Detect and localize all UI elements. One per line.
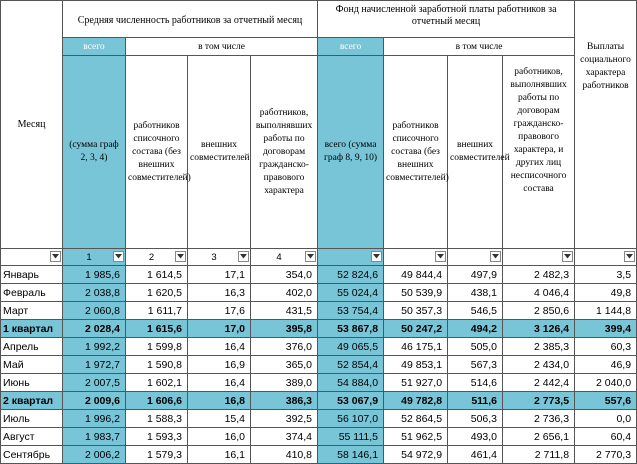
cell-value[interactable]: 17,0	[188, 320, 251, 338]
table-row	[1, 428, 637, 446]
table-row	[1, 284, 637, 302]
filter-cell-1[interactable]	[63, 249, 126, 266]
cell-value[interactable]: 431,5	[251, 302, 318, 320]
cell-value[interactable]: 511,6	[448, 392, 503, 410]
dropdown-arrow-icon[interactable]	[305, 251, 316, 262]
table-row	[1, 338, 637, 356]
quarter-row	[1, 392, 637, 410]
cell-value[interactable]: 1 588,3	[126, 410, 188, 428]
column-number: 1	[86, 251, 92, 263]
cell-value[interactable]: 16,4	[188, 338, 251, 356]
row-label[interactable]: Август	[1, 428, 63, 446]
cell-value[interactable]: 1 620,5	[126, 284, 188, 302]
header-fund-external[interactable]: внешних совместителей	[448, 56, 503, 249]
table-row	[1, 356, 637, 374]
cell-value[interactable]: 52 824,6	[318, 266, 384, 284]
cell-value[interactable]: 354,0	[251, 266, 318, 284]
cell-value[interactable]: 53 067,9	[318, 392, 384, 410]
cell-value[interactable]: 2 060,8	[63, 302, 126, 320]
cell-value[interactable]: 506,3	[448, 410, 503, 428]
dropdown-arrow-icon[interactable]	[490, 251, 501, 262]
cell-value[interactable]: 493,0	[448, 428, 503, 446]
cell-value[interactable]: 2 009,6	[63, 392, 126, 410]
cell-value[interactable]: 50 247,2	[384, 320, 448, 338]
cell-value[interactable]: 2 434,0	[503, 356, 575, 374]
cell-value[interactable]: 2 770,3	[575, 446, 637, 464]
cell-value[interactable]: 461,4	[448, 446, 503, 464]
column-number: 4	[276, 251, 282, 263]
cell-value[interactable]: 2 656,1	[503, 428, 575, 446]
cell-value[interactable]: 17,1	[188, 266, 251, 284]
cell-value[interactable]: 4 046,4	[503, 284, 575, 302]
cell-value[interactable]: 54 972,9	[384, 446, 448, 464]
header-avg-total[interactable]: всего	[63, 38, 126, 56]
cell-value[interactable]: 1 983,7	[63, 428, 126, 446]
filter-cell-2[interactable]	[126, 249, 188, 266]
cell-value[interactable]: 46 175,1	[384, 338, 448, 356]
cell-value[interactable]: 16,9	[188, 356, 251, 374]
cell-value[interactable]: 1 590,8	[126, 356, 188, 374]
header-month[interactable]: Месяц	[1, 1, 63, 249]
cell-value[interactable]: 50 539,9	[384, 284, 448, 302]
filter-row	[1, 249, 637, 266]
table-row	[1, 410, 637, 428]
dropdown-arrow-icon[interactable]	[175, 251, 186, 262]
cell-value[interactable]: 1 611,7	[126, 302, 188, 320]
cell-value[interactable]: 53 867,8	[318, 320, 384, 338]
cell-value[interactable]: 60,4	[575, 428, 637, 446]
dropdown-arrow-icon[interactable]	[435, 251, 446, 262]
cell-value[interactable]: 1 593,3	[126, 428, 188, 446]
cell-value[interactable]: 49 782,8	[384, 392, 448, 410]
cell-value[interactable]: 50 357,3	[384, 302, 448, 320]
header-avg-external[interactable]: внешних совместителей	[188, 56, 251, 249]
cell-value[interactable]: 46,9	[575, 356, 637, 374]
cell-value[interactable]: 16,1	[188, 446, 251, 464]
header-fund-list[interactable]: работников списочного состава (без внешних совместителей)	[384, 56, 448, 249]
cell-value[interactable]: 49 853,1	[384, 356, 448, 374]
cell-value[interactable]: 2 040,0	[575, 374, 637, 392]
cell-value[interactable]: 402,0	[251, 284, 318, 302]
cell-value[interactable]: 17,6	[188, 302, 251, 320]
filter-cell-11[interactable]	[503, 249, 575, 266]
dropdown-arrow-icon[interactable]	[238, 251, 249, 262]
cell-value[interactable]: 60,3	[575, 338, 637, 356]
cell-value[interactable]: 51 927,0	[384, 374, 448, 392]
cell-value[interactable]: 55 111,5	[318, 428, 384, 446]
cell-value[interactable]: 567,3	[448, 356, 503, 374]
filter-cell-9[interactable]	[384, 249, 448, 266]
cell-value[interactable]: 2 006,2	[63, 446, 126, 464]
cell-value[interactable]: 2 482,3	[503, 266, 575, 284]
column-number: 3	[211, 251, 217, 263]
cell-value[interactable]: 1 599,8	[126, 338, 188, 356]
row-label[interactable]: Июнь	[1, 374, 63, 392]
header-fund-including[interactable]: в том числе	[384, 38, 575, 56]
cell-value[interactable]: 386,3	[251, 392, 318, 410]
cell-value[interactable]: 389,0	[251, 374, 318, 392]
cell-value[interactable]: 51 962,5	[384, 428, 448, 446]
cell-value[interactable]: 1 992,2	[63, 338, 126, 356]
header-avg-contract[interactable]: работников, выполнявших работы по договорам гражданско-правового характера	[251, 56, 318, 249]
header-avg-sum[interactable]: (сумма граф 2, 3, 4)	[63, 56, 126, 249]
row-label[interactable]: Январь	[1, 266, 63, 284]
row-label[interactable]: Апрель	[1, 338, 63, 356]
cell-value[interactable]: 410,8	[251, 446, 318, 464]
cell-value[interactable]: 2 038,8	[63, 284, 126, 302]
cell-value[interactable]: 16,8	[188, 392, 251, 410]
cell-value[interactable]: 374,4	[251, 428, 318, 446]
cell-value[interactable]: 2 850,6	[503, 302, 575, 320]
cell-value[interactable]: 16,0	[188, 428, 251, 446]
cell-value[interactable]: 1 985,6	[63, 266, 126, 284]
cell-value[interactable]: 438,1	[448, 284, 503, 302]
header-avg-list[interactable]: работников списочного состава (без внешних совместителей)	[126, 56, 188, 249]
cell-value[interactable]: 49 065,5	[318, 338, 384, 356]
cell-value[interactable]: 395,8	[251, 320, 318, 338]
cell-value[interactable]: 54 884,0	[318, 374, 384, 392]
cell-value[interactable]: 505,0	[448, 338, 503, 356]
cell-value[interactable]: 3 126,4	[503, 320, 575, 338]
cell-value[interactable]: 497,9	[448, 266, 503, 284]
dropdown-arrow-icon[interactable]	[562, 251, 573, 262]
header-group-avg-headcount[interactable]: Средняя численность работников за отчетный месяц	[63, 1, 318, 38]
header-fund-total[interactable]: всего	[318, 38, 384, 56]
row-label[interactable]: Март	[1, 302, 63, 320]
quarter-row	[1, 320, 637, 338]
cell-value[interactable]: 376,0	[251, 338, 318, 356]
cell-value[interactable]: 2 442,4	[503, 374, 575, 392]
dropdown-arrow-icon[interactable]	[371, 251, 382, 262]
table-row	[1, 446, 637, 464]
dropdown-arrow-icon[interactable]	[50, 251, 61, 262]
cell-value[interactable]: 392,5	[251, 410, 318, 428]
table-row	[1, 266, 637, 284]
cell-value[interactable]: 2 736,3	[503, 410, 575, 428]
cell-value[interactable]: 52 864,5	[384, 410, 448, 428]
cell-value[interactable]: 2 028,4	[63, 320, 126, 338]
header-fund-contract[interactable]: работников, выполнявших работы по договорам гражданско-правового характера, и других лиц несписочного состава	[503, 56, 575, 249]
filter-cell-4[interactable]	[251, 249, 318, 266]
cell-value[interactable]: 3,5	[575, 266, 637, 284]
cell-value[interactable]: 2 385,3	[503, 338, 575, 356]
cell-value[interactable]: 1 579,3	[126, 446, 188, 464]
filter-cell-month[interactable]	[1, 249, 63, 266]
row-label[interactable]: Май	[1, 356, 63, 374]
cell-value[interactable]: 15,4	[188, 410, 251, 428]
cell-value[interactable]: 557,6	[575, 392, 637, 410]
row-label[interactable]: 1 квартал	[1, 320, 63, 338]
cell-value[interactable]: 365,0	[251, 356, 318, 374]
row-label[interactable]: Июль	[1, 410, 63, 428]
cell-value[interactable]: 1 606,6	[126, 392, 188, 410]
cell-value[interactable]: 58 146,1	[318, 446, 384, 464]
cell-value[interactable]: 16,3	[188, 284, 251, 302]
table-row	[1, 374, 637, 392]
header-social-payments[interactable]: Выплаты социального характера работников	[575, 1, 637, 249]
cell-value[interactable]: 16,4	[188, 374, 251, 392]
cell-value[interactable]: 1 972,7	[63, 356, 126, 374]
cell-value[interactable]: 49,8	[575, 284, 637, 302]
cell-value[interactable]: 55 024,4	[318, 284, 384, 302]
cell-value[interactable]: 56 107,0	[318, 410, 384, 428]
cell-value[interactable]: 49 844,4	[384, 266, 448, 284]
cell-value[interactable]: 494,2	[448, 320, 503, 338]
data-rows	[1, 266, 637, 464]
cell-value[interactable]: 53 754,4	[318, 302, 384, 320]
cell-value[interactable]: 1 614,5	[126, 266, 188, 284]
cell-value[interactable]: 1 144,8	[575, 302, 637, 320]
cell-value[interactable]: 1 602,1	[126, 374, 188, 392]
cell-value[interactable]: 0,0	[575, 410, 637, 428]
cell-value[interactable]: 1 996,2	[63, 410, 126, 428]
dropdown-arrow-icon[interactable]	[624, 251, 635, 262]
cell-value[interactable]: 514,6	[448, 374, 503, 392]
filter-cell-3[interactable]	[188, 249, 251, 266]
header-avg-including[interactable]: в том числе	[126, 38, 318, 56]
cell-value[interactable]: 52 854,4	[318, 356, 384, 374]
dropdown-arrow-icon[interactable]	[113, 251, 124, 262]
filter-cell-social[interactable]	[575, 249, 637, 266]
cell-value[interactable]: 1 615,6	[126, 320, 188, 338]
row-label[interactable]: Сентябрь	[1, 446, 63, 464]
cell-value[interactable]: 546,5	[448, 302, 503, 320]
cell-value[interactable]: 2 773,5	[503, 392, 575, 410]
cell-value[interactable]: 2 711,8	[503, 446, 575, 464]
row-label[interactable]: 2 квартал	[1, 392, 63, 410]
header-fund-sum[interactable]: всего (сумма граф 8, 9, 10)	[318, 56, 384, 249]
table-row	[1, 302, 637, 320]
filter-cell-8[interactable]	[318, 249, 384, 266]
column-number: 2	[148, 251, 155, 263]
cell-value[interactable]: 399,4	[575, 320, 637, 338]
header-group-payroll-fund[interactable]: Фонд начисленной заработной платы работников за отчетный месяц	[318, 1, 575, 38]
cell-value[interactable]: 2 007,5	[63, 374, 126, 392]
row-label[interactable]: Февраль	[1, 284, 63, 302]
filter-cell-10[interactable]	[448, 249, 503, 266]
